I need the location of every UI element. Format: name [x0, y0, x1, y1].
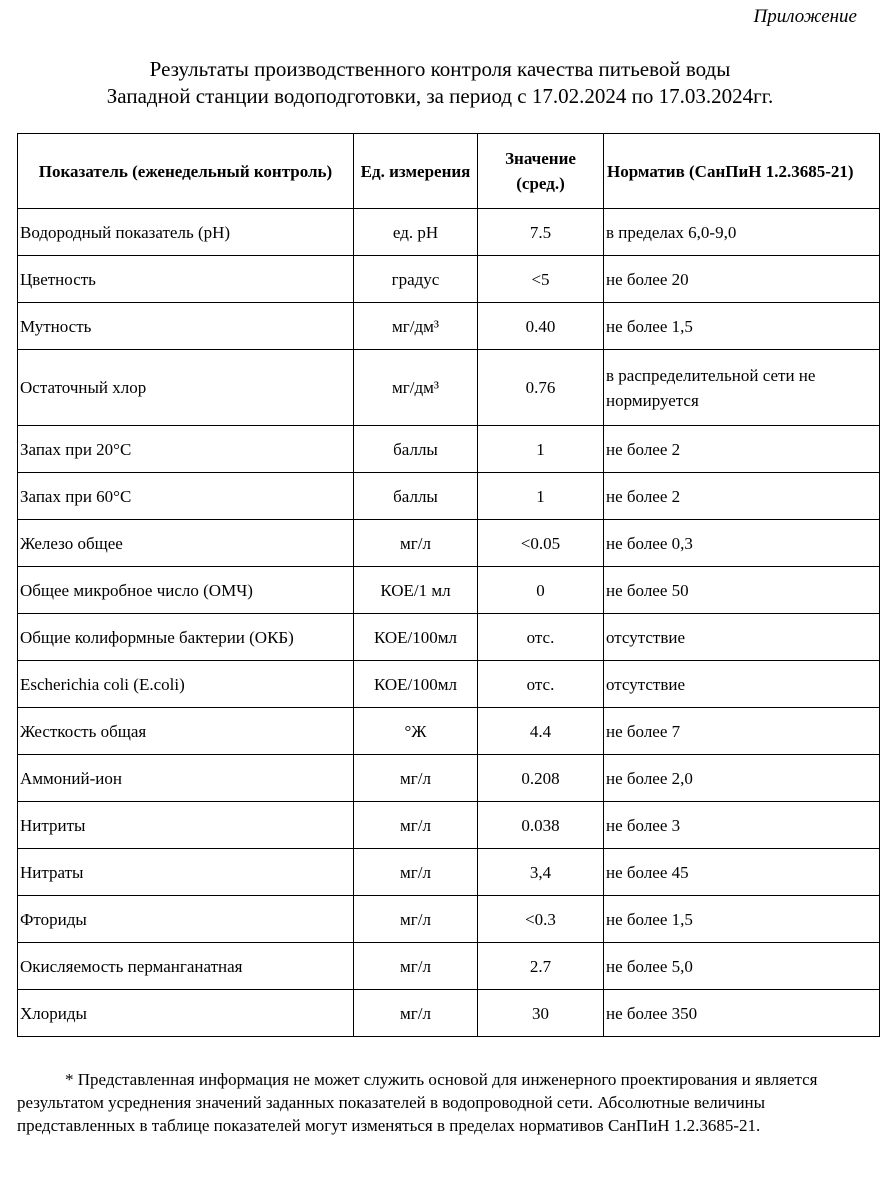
cell-value: 1	[478, 426, 604, 473]
cell-norm: не более 3	[604, 802, 880, 849]
header-indicator: Показатель (еженедельный контроль)	[18, 134, 354, 209]
table-row	[18, 802, 880, 849]
table-row	[18, 755, 880, 802]
cell-value: 1	[478, 473, 604, 520]
cell-indicator: Железо общее	[18, 520, 354, 567]
table-row	[18, 350, 880, 426]
table-header-row	[18, 134, 880, 209]
cell-indicator: Остаточный хлор	[18, 350, 354, 426]
cell-unit: мг/л	[354, 896, 478, 943]
cell-unit: мг/л	[354, 990, 478, 1037]
cell-value: 0	[478, 567, 604, 614]
cell-norm: не более 2	[604, 473, 880, 520]
cell-norm: не более 20	[604, 256, 880, 303]
cell-unit: градус	[354, 256, 478, 303]
cell-norm: не более 0,3	[604, 520, 880, 567]
cell-norm: не более 1,5	[604, 896, 880, 943]
cell-unit: мг/дм³	[354, 303, 478, 350]
cell-indicator: Мутность	[18, 303, 354, 350]
cell-indicator: Водородный показатель (pH)	[18, 209, 354, 256]
cell-indicator: Хлориды	[18, 990, 354, 1037]
cell-norm: отсутствие	[604, 614, 880, 661]
cell-indicator: Общее микробное число (ОМЧ)	[18, 567, 354, 614]
cell-value: 2.7	[478, 943, 604, 990]
cell-unit: мг/дм³	[354, 350, 478, 426]
cell-indicator: Нитраты	[18, 849, 354, 896]
cell-unit: КОЕ/100мл	[354, 614, 478, 661]
cell-norm: не более 2,0	[604, 755, 880, 802]
cell-norm: отсутствие	[604, 661, 880, 708]
cell-unit: мг/л	[354, 520, 478, 567]
cell-indicator: Окисляемость перманганатная	[18, 943, 354, 990]
appendix-label: Приложение	[753, 6, 857, 27]
cell-value: 3,4	[478, 849, 604, 896]
cell-norm: в пределах 6,0-9,0	[604, 209, 880, 256]
cell-norm: в распределительной сети не нормируется	[604, 350, 880, 426]
cell-norm: не более 7	[604, 708, 880, 755]
table-row	[18, 943, 880, 990]
cell-unit: КОЕ/1 мл	[354, 567, 478, 614]
header-value-line-1: Значение	[505, 149, 576, 168]
title-line-2: Западной станции водоподготовки, за период с 17.02.2024 по 17.03.2024гг.	[106, 84, 774, 108]
cell-unit: мг/л	[354, 802, 478, 849]
cell-unit: КОЕ/100мл	[354, 661, 478, 708]
water-quality-table	[17, 133, 880, 1037]
table-row	[18, 896, 880, 943]
cell-unit: ед. pH	[354, 209, 478, 256]
cell-indicator: Фториды	[18, 896, 354, 943]
cell-norm: не более 1,5	[604, 303, 880, 350]
cell-value: <0.3	[478, 896, 604, 943]
table-row	[18, 567, 880, 614]
cell-norm: не более 50	[604, 567, 880, 614]
cell-norm: не более 45	[604, 849, 880, 896]
table-row	[18, 303, 880, 350]
cell-norm: не более 2	[604, 426, 880, 473]
document-title	[0, 56, 880, 110]
cell-indicator: Общие колиформные бактерии (ОКБ)	[18, 614, 354, 661]
header-norm: Норматив (СанПиН 1.2.3685-21)	[604, 134, 880, 209]
cell-value: <0.05	[478, 520, 604, 567]
table-row	[18, 256, 880, 303]
table-row	[18, 426, 880, 473]
cell-indicator: Аммоний-ион	[18, 755, 354, 802]
table-row	[18, 661, 880, 708]
table-row	[18, 990, 880, 1037]
table-row	[18, 614, 880, 661]
cell-indicator: Escherichia coli (E.coli)	[18, 661, 354, 708]
cell-indicator: Жесткость общая	[18, 708, 354, 755]
cell-value: 7.5	[478, 209, 604, 256]
table-row	[18, 520, 880, 567]
cell-value: 0.038	[478, 802, 604, 849]
table-body	[18, 209, 880, 1037]
cell-value: <5	[478, 256, 604, 303]
cell-value: 0.208	[478, 755, 604, 802]
header-value-line-2: (сред.)	[516, 174, 565, 193]
cell-unit: баллы	[354, 426, 478, 473]
cell-unit: мг/л	[354, 849, 478, 896]
cell-value: 30	[478, 990, 604, 1037]
table-row	[18, 849, 880, 896]
cell-norm: не более 5,0	[604, 943, 880, 990]
table-row	[18, 708, 880, 755]
cell-value: 0.40	[478, 303, 604, 350]
table-row	[18, 473, 880, 520]
cell-unit: мг/л	[354, 943, 478, 990]
cell-value: отс.	[478, 614, 604, 661]
cell-norm: не более 350	[604, 990, 880, 1037]
cell-unit: баллы	[354, 473, 478, 520]
header-value	[478, 134, 604, 209]
cell-indicator: Запах при 60°С	[18, 473, 354, 520]
table-row	[18, 209, 880, 256]
cell-value: отс.	[478, 661, 604, 708]
footnote: * Представленная информация не может служить основой для инженерного проектирования и является результатом усреднения значений заданных показателей в водопроводной сети. Абсолютные величины представленных в таблице показателей могут изменяться в пределах нормативов СанПиН 1.2.3685-21.	[17, 1070, 818, 1135]
cell-unit: °Ж	[354, 708, 478, 755]
cell-indicator: Нитриты	[18, 802, 354, 849]
header-unit: Ед. измерения	[354, 134, 478, 209]
cell-indicator: Запах при 20°С	[18, 426, 354, 473]
title-line-1: Результаты производственного контроля качества питьевой воды	[149, 57, 731, 81]
cell-value: 0.76	[478, 350, 604, 426]
cell-value: 4.4	[478, 708, 604, 755]
cell-indicator: Цветность	[18, 256, 354, 303]
cell-unit: мг/л	[354, 755, 478, 802]
